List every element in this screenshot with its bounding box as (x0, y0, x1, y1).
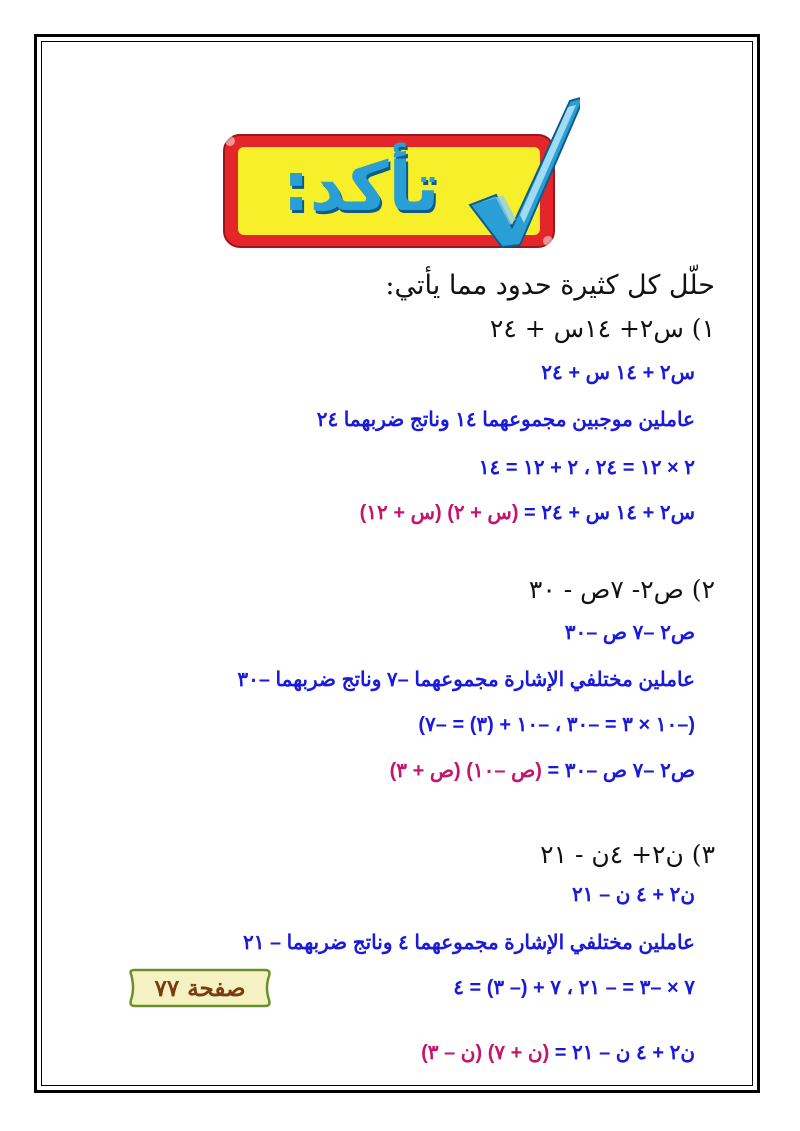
problem-2-step-1: ص٢ –٧ ص –٣٠ (564, 622, 695, 644)
instruction-text: حلّل كل كثيرة حدود مما يأتي: (385, 270, 715, 301)
problem-1-result (360, 500, 695, 525)
problem-2-result-lhs: ص٢ –٧ ص –٣٠ = (541, 760, 695, 782)
page-number-text: صفحة ٧٧ (154, 974, 246, 1002)
problem-2-step-3: (–١٠ × ٣ = –٣٠ ، –١٠ + (٣) = –٧) (418, 714, 695, 736)
problem-3-result-lhs: ن٢ + ٤ ن – ٢١ = (549, 1042, 695, 1064)
check-banner (220, 95, 580, 255)
problem-3-step-3: ٧ × –٣ = – ٢١ ، ٧ + (– ٣) = ٤ (453, 977, 695, 999)
problem-3-result-factors: (ن + ٧) (ن – ٣) (421, 1042, 550, 1064)
problem-3-statement: ٣) ن٢+ ٤ن - ٢١ (540, 840, 715, 869)
problem-3-step-2: عاملين مختلفي الإشارة مجموعهما ٤ وناتج ضربهما – ٢١ (242, 932, 695, 954)
page-number-badge (125, 966, 275, 1010)
problem-1-step-2: عاملين موجبين مجموعهما ١٤ وناتج ضربهما ٢٤ (316, 409, 695, 431)
problem-3-result (421, 1040, 695, 1065)
problem-1-result-lhs: س٢ + ١٤ س + ٢٤ = (518, 502, 695, 524)
problem-2-result-factors: (ص –١٠) (ص + ٣) (389, 760, 542, 782)
problem-1-step-3: ٢ × ١٢ = ٢٤ ، ٢ + ١٢ = ١٤ (478, 457, 695, 479)
problem-2-result (390, 758, 695, 783)
problem-1-result-factors: (س + ٢) (س + ١٢) (359, 502, 519, 524)
problem-2-step-2: عاملين مختلفي الإشارة مجموعهما –٧ وناتج ضربهما –٣٠ (237, 669, 695, 691)
problem-3-step-1: ن٢ + ٤ ن – ٢١ (572, 884, 695, 906)
problem-1-step-1: س٢ + ١٤ س + ٢٤ (541, 362, 695, 384)
problem-2-statement: ٢) ص٢- ٧ص - ٣٠ (528, 575, 715, 604)
banner-title: تأكد: (282, 147, 440, 227)
problem-1-statement: ١) س٢+ ١٤س + ٢٤ (489, 314, 715, 343)
